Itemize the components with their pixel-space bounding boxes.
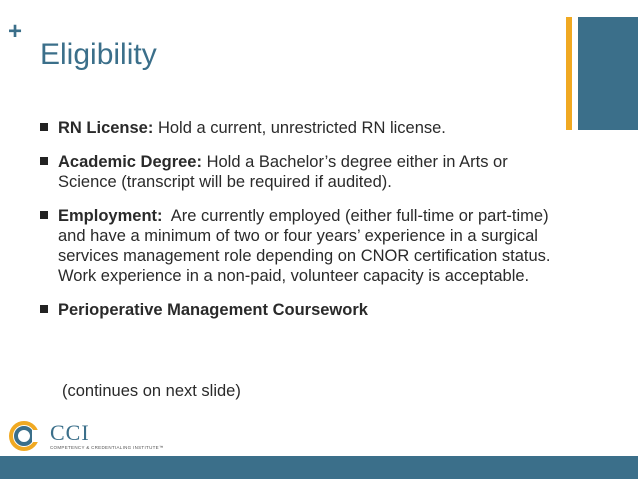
accent-bar-blue (578, 17, 638, 130)
bullet-text: Hold a current, unrestricted RN license. (153, 119, 446, 137)
eligibility-list (40, 118, 560, 334)
plus-icon: + (8, 18, 23, 45)
slide-title: Eligibility (40, 38, 157, 71)
bullet-text: Hold a Bachelor’s degree either in Arts or Science (transcript will be required if audited). (58, 153, 508, 191)
accent-bar-gold (566, 17, 572, 130)
bullet-employment (40, 206, 560, 286)
cci-logo (8, 420, 208, 452)
bullet-label: Perioperative Management Coursework (58, 301, 368, 319)
footer-band (0, 456, 638, 479)
square-bullet-icon (40, 157, 48, 165)
bullet-rn-license (40, 118, 560, 138)
square-bullet-icon (40, 305, 48, 313)
bullet-label: Academic Degree: (58, 153, 202, 171)
continuation-note: (continues on next slide) (62, 382, 241, 400)
square-bullet-icon (40, 123, 48, 131)
logo-wordmark: CCI (50, 420, 90, 445)
bullet-label: Employment: (58, 207, 163, 225)
bullet-academic-degree (40, 152, 560, 192)
bullet-label: RN License: (58, 119, 154, 137)
square-bullet-icon (40, 211, 48, 219)
cci-logo-icon (8, 420, 42, 452)
logo-tagline: COMPETENCY & CREDENTIALING INSTITUTE™ (50, 445, 164, 450)
bullet-text: Are currently employed (either full-time or part-time) and have a minimum of two or four years’ experience in a surgical services management role depending on CNOR certification status. Work experience in a non-paid, volunteer capacity is acceptable. (58, 207, 556, 285)
bullet-coursework (40, 300, 560, 320)
